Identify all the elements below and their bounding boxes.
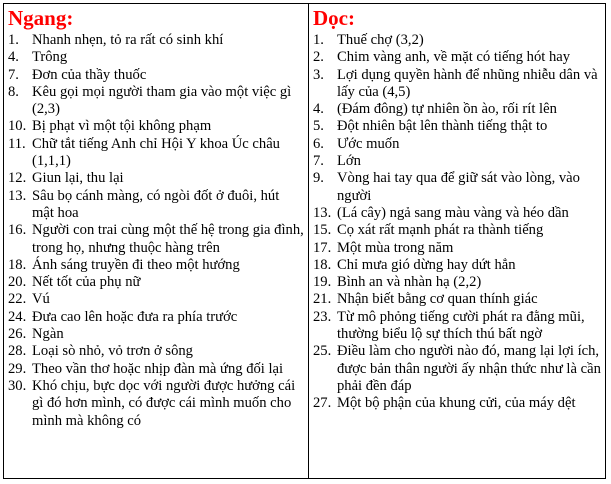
clue-number: 30. (8, 377, 27, 394)
clue-text: Từ mô phỏng tiếng cười phát ra đằng mũi, thường biểu lộ sự thích thú bất ngờ (336, 308, 585, 343)
ngang-clue (8, 361, 304, 378)
doc-clue (313, 274, 601, 291)
ngang-clue (8, 32, 304, 49)
clue-text: (Lá cây) ngả sang màu vàng và héo dần (336, 204, 569, 221)
ngang-clue (8, 378, 304, 430)
clue-text: Nết tốt của phụ nữ (32, 274, 141, 291)
clue-text: Đưa cao lên hoặc đưa ra phía trước (32, 308, 238, 325)
clue-number: 21. (312, 291, 332, 308)
clue-number: 26. (8, 326, 27, 343)
clue-number: 18. (312, 256, 332, 273)
clue-text: Khó chịu, bực dọc với người được hưởng cái gì đó hơn mình, có được cái mình muốn cho mình mà không có (32, 377, 296, 429)
clue-text: Nhận biết bằng cơ quan thính giác (336, 291, 538, 308)
clue-number: 7. (312, 153, 324, 170)
clue-text: Điều làm cho người nào đó, mang lại lợi ích, được bản thân người ấy nhận thức như là cần phải đền đáp (336, 343, 601, 394)
clue-text: Một mùa trong năm (336, 239, 454, 256)
doc-clue (313, 291, 601, 308)
clue-number: 22. (8, 291, 27, 308)
clue-number: 3. (312, 66, 324, 83)
clue-text: Người con trai cùng một thế hệ trong gia đình, trong họ, nhưng thuộc hàng trên (32, 222, 304, 256)
doc-clue (313, 153, 601, 170)
doc-clue (313, 118, 601, 135)
ngang-clue (8, 326, 304, 343)
clue-number: 12. (8, 170, 27, 187)
ngang-clue (8, 257, 304, 274)
clue-text: Đơn của thầy thuốc (32, 66, 147, 83)
clue-number: 15. (312, 222, 332, 239)
clue-number: 6. (312, 135, 324, 152)
doc-clue (313, 49, 601, 66)
ngang-clue (8, 49, 304, 66)
clue-text: Chữ tắt tiếng Anh chỉ Hội Y khoa Úc châu (1,1,1) (32, 135, 280, 170)
clue-text: Đột nhiên bật lên thành tiếng thật to (336, 118, 548, 135)
doc-clue (313, 222, 601, 239)
clue-text: Bị phạt vì một tội không phạm (32, 118, 212, 135)
doc-clue (313, 101, 601, 118)
ngang-heading: Ngang: (8, 6, 74, 30)
clue-number: 16. (8, 222, 27, 239)
clue-text: Sâu bọ cánh màng, có ngòi đốt ở đuôi, hút mật hoa (32, 187, 280, 221)
clue-number: 27. (312, 395, 332, 412)
clue-text: Kêu gọi mọi người tham gia vào một việc gì (2,3) (32, 83, 292, 118)
clue-number: 11. (8, 135, 26, 152)
clue-text: Nhanh nhẹn, tỏ ra rất có sinh khí (32, 32, 224, 48)
doc-clue (313, 257, 601, 274)
clue-number: 5. (312, 118, 324, 135)
clue-text: Ngàn (32, 326, 64, 343)
doc-clue (313, 205, 601, 222)
ngang-clue (8, 118, 304, 135)
clue-number: 2. (312, 49, 324, 66)
clue-text: Thuế chợ (3,2) (336, 32, 424, 48)
clue-text: Chim vàng anh, về mặt có tiếng hót hay (336, 49, 571, 66)
ngang-clue-list (8, 32, 304, 430)
clue-text: Vòng hai tay qua để giữ sát vào lòng, vào người (336, 170, 580, 204)
clue-number: 8. (8, 83, 19, 100)
clue-number: 25. (312, 343, 332, 360)
clue-text: Giun lại, thu lại (32, 170, 124, 187)
clue-number: 13. (312, 204, 332, 221)
ngang-clue (8, 136, 304, 171)
ngang-clue (8, 222, 304, 257)
doc-clue (313, 309, 601, 344)
doc-clue (313, 170, 601, 205)
clue-number: 23. (312, 308, 332, 325)
clue-number: 29. (8, 360, 27, 377)
clue-number: 4. (312, 101, 324, 118)
clue-text: Trông (32, 49, 68, 66)
clue-text: Theo vần thơ hoặc nhịp đàn mà ứng đối lại (32, 360, 284, 377)
doc-clue (313, 395, 601, 412)
doc-heading: Dọc: (312, 6, 355, 30)
clue-text: Vú (32, 291, 50, 308)
clue-number: 4. (8, 49, 19, 66)
doc-clue-list (313, 32, 601, 413)
doc-clue (313, 136, 601, 153)
clue-text: Bình an và nhàn hạ (2,2) (336, 274, 482, 291)
ngang-clue (8, 67, 304, 84)
clue-text: Loại sò nhỏ, vỏ trơn ở sông (32, 343, 193, 360)
ngang-clue (8, 188, 304, 223)
ngang-clue (8, 309, 304, 326)
ngang-column (4, 4, 309, 478)
clue-number: 19. (312, 274, 332, 291)
doc-clue (313, 67, 601, 102)
ngang-clue (8, 343, 304, 360)
ngang-clue (8, 274, 304, 291)
crossword-clues-table (3, 3, 606, 479)
clue-text: Một bộ phận của khung cửi, của máy dệt (336, 395, 576, 412)
doc-clue (313, 32, 601, 49)
clue-number: 28. (8, 343, 27, 360)
clue-text: Lớn (336, 153, 361, 170)
ngang-clue (8, 170, 304, 187)
clue-text: (Đám đông) tự nhiên ồn ào, rối rít lên (336, 101, 557, 118)
clue-text: Ước muốn (336, 135, 400, 152)
ngang-clue (8, 291, 304, 308)
clue-number: 18. (8, 256, 27, 273)
clue-text: Cọ xát rất mạnh phát ra thành tiếng (336, 222, 544, 239)
clue-number: 24. (8, 308, 27, 325)
clue-number: 7. (8, 66, 19, 83)
doc-clue (313, 343, 601, 395)
ngang-clue (8, 84, 304, 119)
clue-text: Ánh sáng truyền đi theo một hướng (32, 256, 240, 273)
clue-number: 10. (8, 118, 27, 135)
clue-number: 9. (312, 170, 324, 187)
clue-text: Chỉ mưa gió dừng hay dứt hẳn (336, 256, 516, 273)
clue-text: Lợi dụng quyền hành để nhũng nhiễu dân và lấy của (4,5) (336, 66, 598, 100)
clue-number: 20. (8, 274, 27, 291)
clue-number: 1. (8, 32, 19, 48)
clue-number: 13. (8, 187, 27, 204)
clue-number: 17. (312, 239, 332, 256)
doc-column (309, 4, 605, 478)
doc-clue (313, 240, 601, 257)
clue-number: 1. (312, 32, 324, 48)
